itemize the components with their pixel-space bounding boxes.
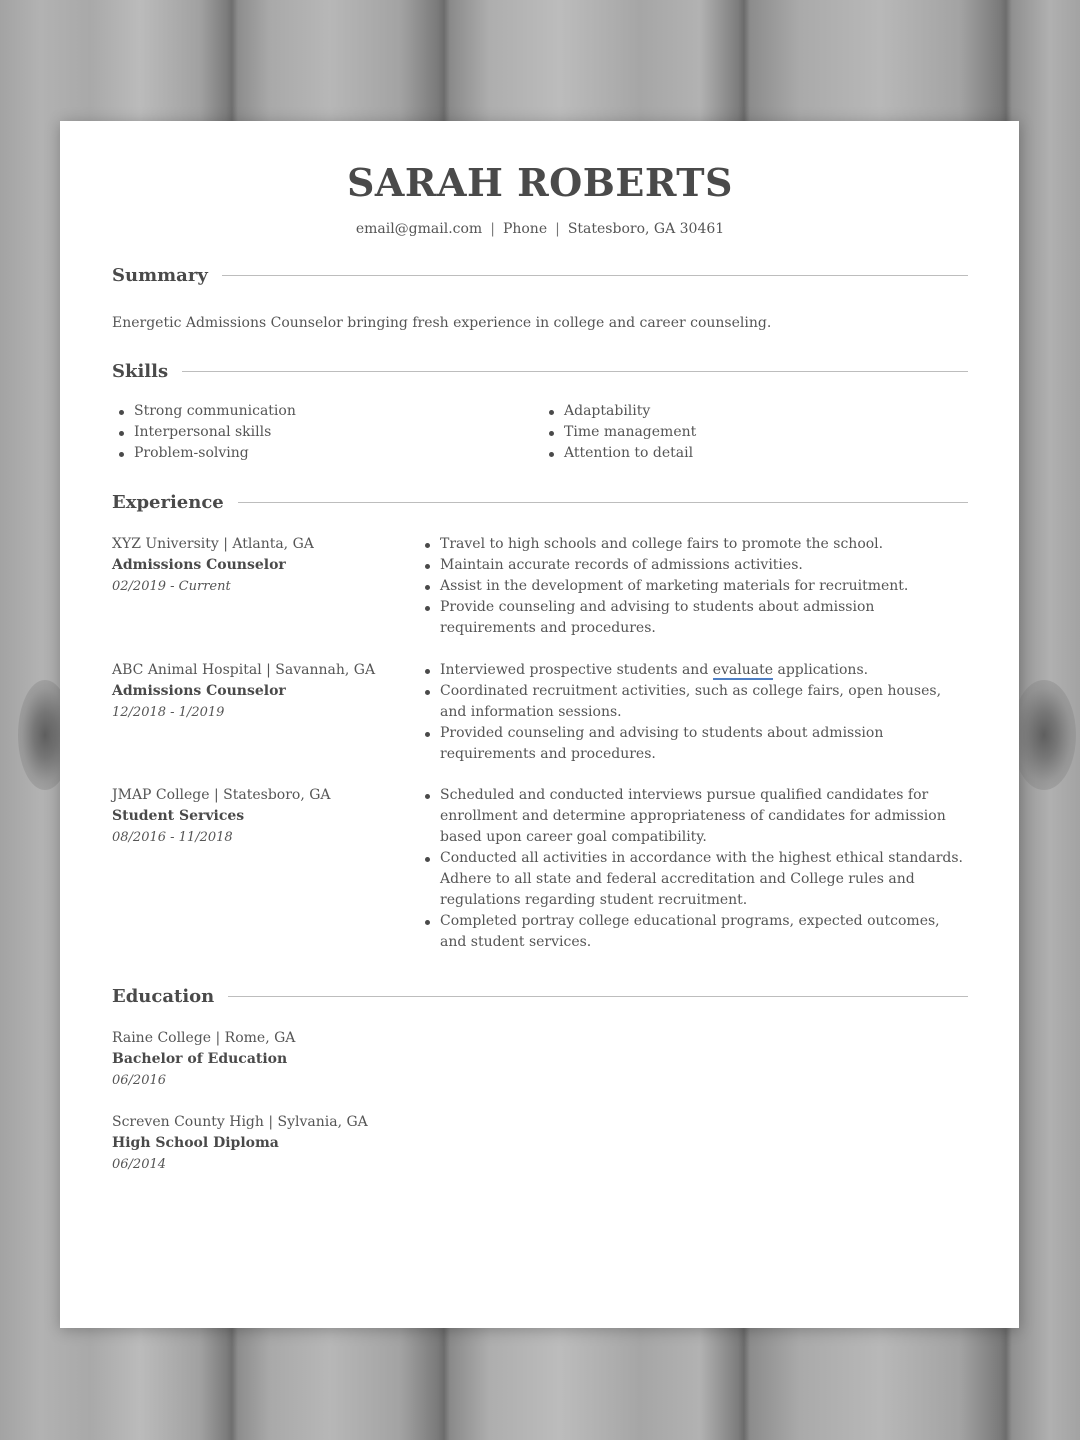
job-role: Admissions Counselor bbox=[112, 557, 286, 573]
bullet-text: Interviewed prospective students and bbox=[440, 662, 713, 678]
skill-item: Problem-solving bbox=[112, 443, 512, 464]
job-role: Student Services bbox=[112, 808, 245, 824]
contact-phone: Phone bbox=[502, 221, 548, 237]
resume-name: SARAH ROBERTS bbox=[346, 160, 734, 205]
education-dates: 06/2016 bbox=[112, 1073, 167, 1088]
contact-separator: | bbox=[490, 221, 495, 237]
skill-item: Attention to detail bbox=[542, 443, 942, 464]
education-org: Raine College | Rome, GA bbox=[112, 1030, 296, 1046]
education-degree: Bachelor of Education bbox=[112, 1051, 288, 1067]
spellcheck-underlined-word[interactable]: evaluate bbox=[712, 662, 774, 678]
summary-title: Summary bbox=[112, 264, 208, 286]
section-divider bbox=[228, 996, 968, 997]
job-bullet: Travel to high schools and college fairs to promote the school. bbox=[418, 534, 970, 555]
job-bullet: Maintain accurate records of admissions activities. bbox=[418, 555, 970, 576]
skill-item: Adaptability bbox=[542, 401, 942, 422]
summary-text: Energetic Admissions Counselor bringing fresh experience in college and career counseling. bbox=[112, 315, 772, 331]
job-org: ABC Animal Hospital | Savannah, GA bbox=[112, 662, 376, 678]
job-org: JMAP College | Statesboro, GA bbox=[112, 787, 331, 803]
job-bullet: Provided counseling and advising to students about admission requirements and procedures. bbox=[418, 723, 970, 765]
bullet-text: applications. bbox=[773, 662, 869, 678]
education-heading bbox=[112, 984, 968, 1008]
job-org: XYZ University | Atlanta, GA bbox=[112, 536, 314, 552]
education-entry bbox=[112, 1028, 512, 1091]
section-divider bbox=[182, 371, 968, 372]
experience-title: Experience bbox=[112, 491, 224, 513]
contact-email: email@gmail.com bbox=[355, 221, 483, 237]
job-dates: 12/2018 - 1/2019 bbox=[112, 705, 225, 720]
skills-column-left bbox=[112, 401, 512, 464]
job-bullet: Provide counseling and advising to students about admission requirements and procedures. bbox=[418, 597, 970, 639]
contact-line bbox=[0, 219, 1080, 239]
section-divider bbox=[238, 502, 968, 503]
skill-item: Interpersonal skills bbox=[112, 422, 512, 443]
job-dates: 02/2019 - Current bbox=[112, 579, 231, 594]
summary-heading bbox=[112, 263, 968, 287]
education-entry bbox=[112, 1112, 512, 1175]
education-org: Screven County High | Sylvania, GA bbox=[112, 1114, 368, 1130]
job-bullet: Assist in the development of marketing materials for recruitment. bbox=[418, 576, 970, 597]
job-bullet bbox=[418, 660, 970, 681]
job-role: Admissions Counselor bbox=[112, 683, 286, 699]
experience-heading bbox=[112, 490, 968, 514]
job-bullet: Coordinated recruitment activities, such as college fairs, open houses, and information sessions. bbox=[418, 681, 970, 723]
job-bullet: Completed portray college educational programs, expected outcomes, and student services. bbox=[418, 911, 970, 953]
contact-separator: | bbox=[555, 221, 560, 237]
education-degree: High School Diploma bbox=[112, 1135, 279, 1151]
job-dates: 08/2016 - 11/2018 bbox=[112, 830, 233, 845]
skills-column-right bbox=[542, 401, 942, 464]
wood-knot-right bbox=[1012, 680, 1076, 790]
education-title: Education bbox=[112, 985, 215, 1007]
skills-title: Skills bbox=[112, 360, 169, 382]
education-dates: 06/2014 bbox=[112, 1157, 167, 1172]
section-divider bbox=[222, 275, 968, 276]
skills-heading bbox=[112, 359, 968, 383]
skill-item: Strong communication bbox=[112, 401, 512, 422]
contact-location: Statesboro, GA 30461 bbox=[567, 221, 725, 237]
skill-item: Time management bbox=[542, 422, 942, 443]
job-bullet: Conducted all activities in accordance with the highest ethical standards. Adhere to all state and federal accreditation and College rules and regulations regarding student recruitment. bbox=[418, 848, 970, 911]
job-bullet: Scheduled and conducted interviews pursue qualified candidates for enrollment and determine appropriateness of candidates for admission based upon career goal compatibility. bbox=[418, 785, 970, 848]
